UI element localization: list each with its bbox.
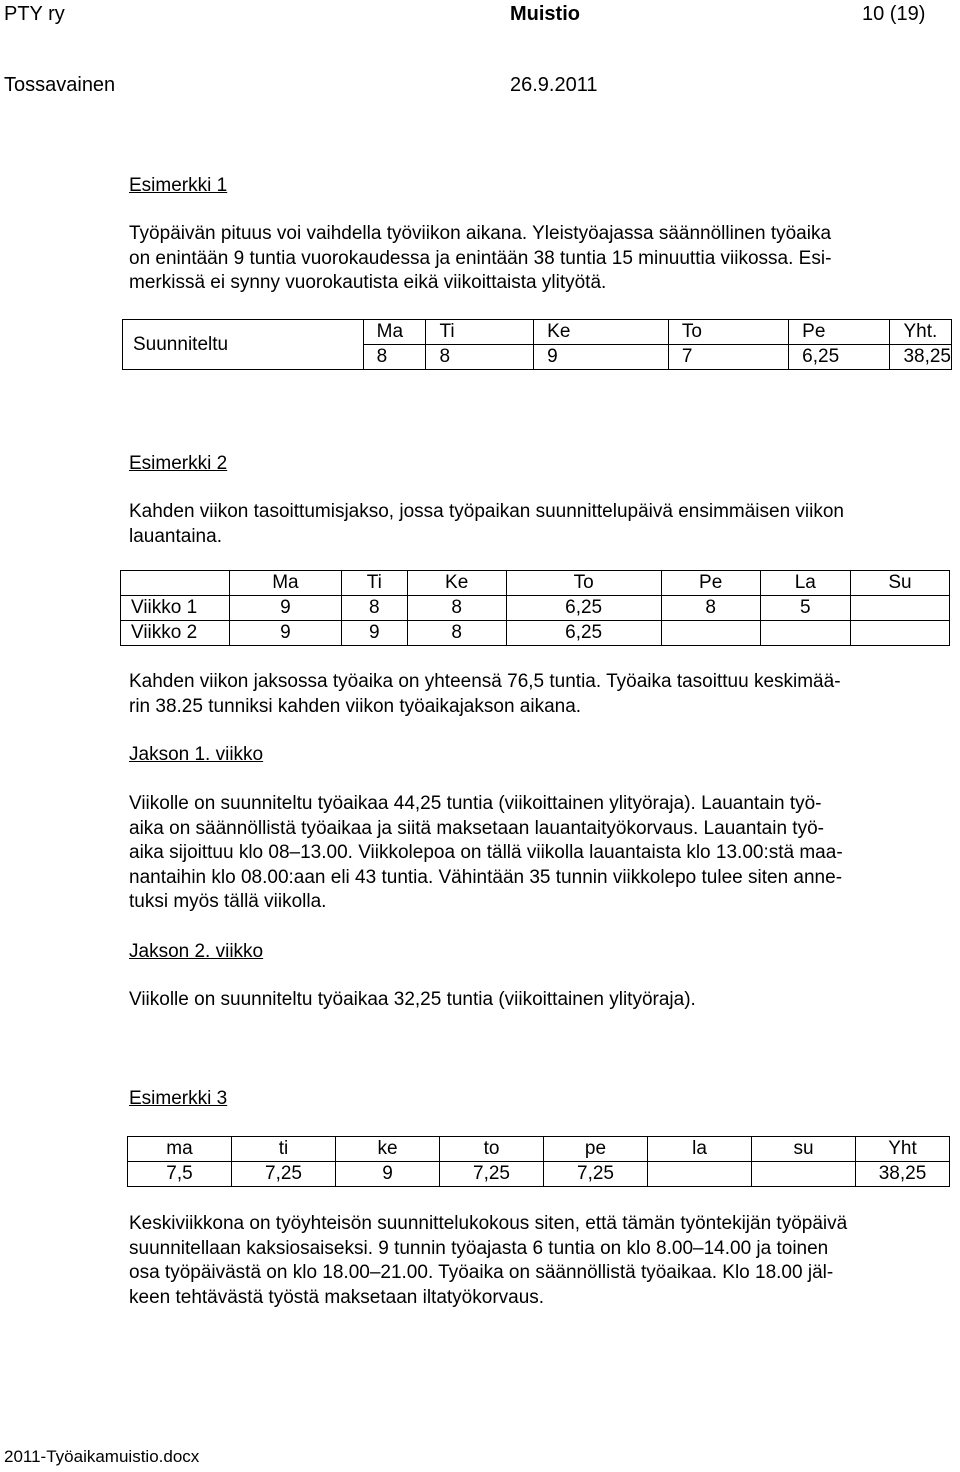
value-cell: 8 [407,596,506,621]
header-cell: ti [232,1137,336,1162]
value-cell: 7,25 [232,1162,336,1187]
document-type: Muistio [510,3,580,25]
value-cell: 6,25 [506,621,661,646]
example3-title: Esimerkki 3 [129,1088,228,1109]
value-cell: 5 [760,596,850,621]
header-cell: Pe [661,571,760,596]
example1-title: Esimerkki 1 [129,175,228,196]
table-row [121,596,950,621]
header-cell: Pe [789,320,890,345]
header-cell: Ti [426,320,534,345]
header-cell [121,571,230,596]
example2-intro: Kahden viikon tasoittumisjakso, jossa työpaikan suunnittelupäivä ensimmäisen viikon lauantaina. [129,501,844,547]
header-cell: Ma [363,320,426,345]
header-cell: Yht [856,1137,950,1162]
value-cell: 7 [668,345,788,370]
value-cell: 8 [341,596,407,621]
header-cell: Ke [407,571,506,596]
header-cell: la [648,1137,752,1162]
example1-table [122,319,952,370]
header-cell: Ke [534,320,669,345]
value-cell: 38,25 [856,1162,950,1187]
week-label: Viikko 2 [121,621,230,646]
value-cell: 7,25 [544,1162,648,1187]
header-cell: Yht. [890,320,952,345]
header-cell: ke [336,1137,440,1162]
value-cell: 8 [426,345,534,370]
header-cell: su [752,1137,856,1162]
header-cell: Ti [341,571,407,596]
example2-table [120,570,950,646]
page-number: 10 (19) [862,3,926,25]
value-cell [850,596,949,621]
example3-text: Keskiviikkona on työyhteisön suunnittelukokous siten, että tämän työntekijän työpäivä suunnitellaan kaksiosaiseksi. 9 tunnin työajasta 6 tuntia on klo 8.00–14.00 ja toinen osa työpäivästä on klo 18.00–21.00. Työaika on säännöllistä työaikaa. Klo 18.00 jäl- keen tehtävästä työstä maksetaan iltatyökorvaus. [129,1213,848,1308]
value-cell [648,1162,752,1187]
header-cell: ma [128,1137,232,1162]
org-name: PTY ry [4,3,65,25]
value-cell: 9 [534,345,669,370]
value-cell: 9 [230,596,342,621]
value-cell: 6,25 [506,596,661,621]
example1-text: Työpäivän pituus voi vaihdella työviikon aikana. Yleistyöajassa säännöllinen työaika on enintään 9 tuntia vuorokaudessa ja enintään 38 tuntia 15 minuuttia viikossa. Esi- merkissä ei synny vuorokautista eikä viikoittaista ylityötä. [129,223,832,293]
footer-filename: 2011-Työaikamuistio.docx [4,1447,200,1466]
week-label: Viikko 1 [121,596,230,621]
example3-table [127,1136,950,1187]
value-cell [752,1162,856,1187]
value-cell: 9 [230,621,342,646]
header-cell: To [506,571,661,596]
value-cell: 7,25 [440,1162,544,1187]
header-cell: to [440,1137,544,1162]
author: Tossavainen [4,74,116,96]
header-cell: Ma [230,571,342,596]
value-cell: 8 [363,345,426,370]
week1-text: Viikolle on suunniteltu työaikaa 44,25 tuntia (viikoittainen ylityöraja). Lauantain työ- aika on säännöllistä työaikaa ja siitä maksetaan lauantaityökorvaus. Lauantain työ- aika sijoittuu klo 08–13.00. Viikkolepoa on tällä viikolla lauantaista klo 13.00:stä maa- nantaihin klo 08.00:aan eli 43 tuntia. Vähintään 35 tunnin viikkolepo tulee siten anne- tuksi myös tällä viikolla. [129,793,843,912]
week2-text: Viikolle on suunniteltu työaikaa 32,25 tuntia (viikoittainen ylityöraja). [129,989,696,1010]
example2-summary: Kahden viikon jaksossa työaika on yhteensä 76,5 tuntia. Työaika tasoittuu keskimää- rin 38.25 tunniksi kahden viikon työaikajakson aikana. [129,671,841,717]
value-cell: 9 [341,621,407,646]
value-cell: 7,5 [128,1162,232,1187]
example2-title: Esimerkki 2 [129,453,228,474]
value-cell: 38,25 [890,345,952,370]
week2-title: Jakson 2. viikko [129,941,264,962]
header-cell: pe [544,1137,648,1162]
header-cell: To [668,320,788,345]
value-cell [661,621,760,646]
value-cell: 8 [407,621,506,646]
value-cell [850,621,949,646]
planned-label: Suunniteltu [123,320,364,370]
value-cell: 9 [336,1162,440,1187]
value-cell: 8 [661,596,760,621]
week1-title: Jakson 1. viikko [129,744,264,765]
header-cell: Su [850,571,949,596]
header-cell: La [760,571,850,596]
document-date: 26.9.2011 [510,74,598,96]
value-cell [760,621,850,646]
table-row [121,621,950,646]
value-cell: 6,25 [789,345,890,370]
